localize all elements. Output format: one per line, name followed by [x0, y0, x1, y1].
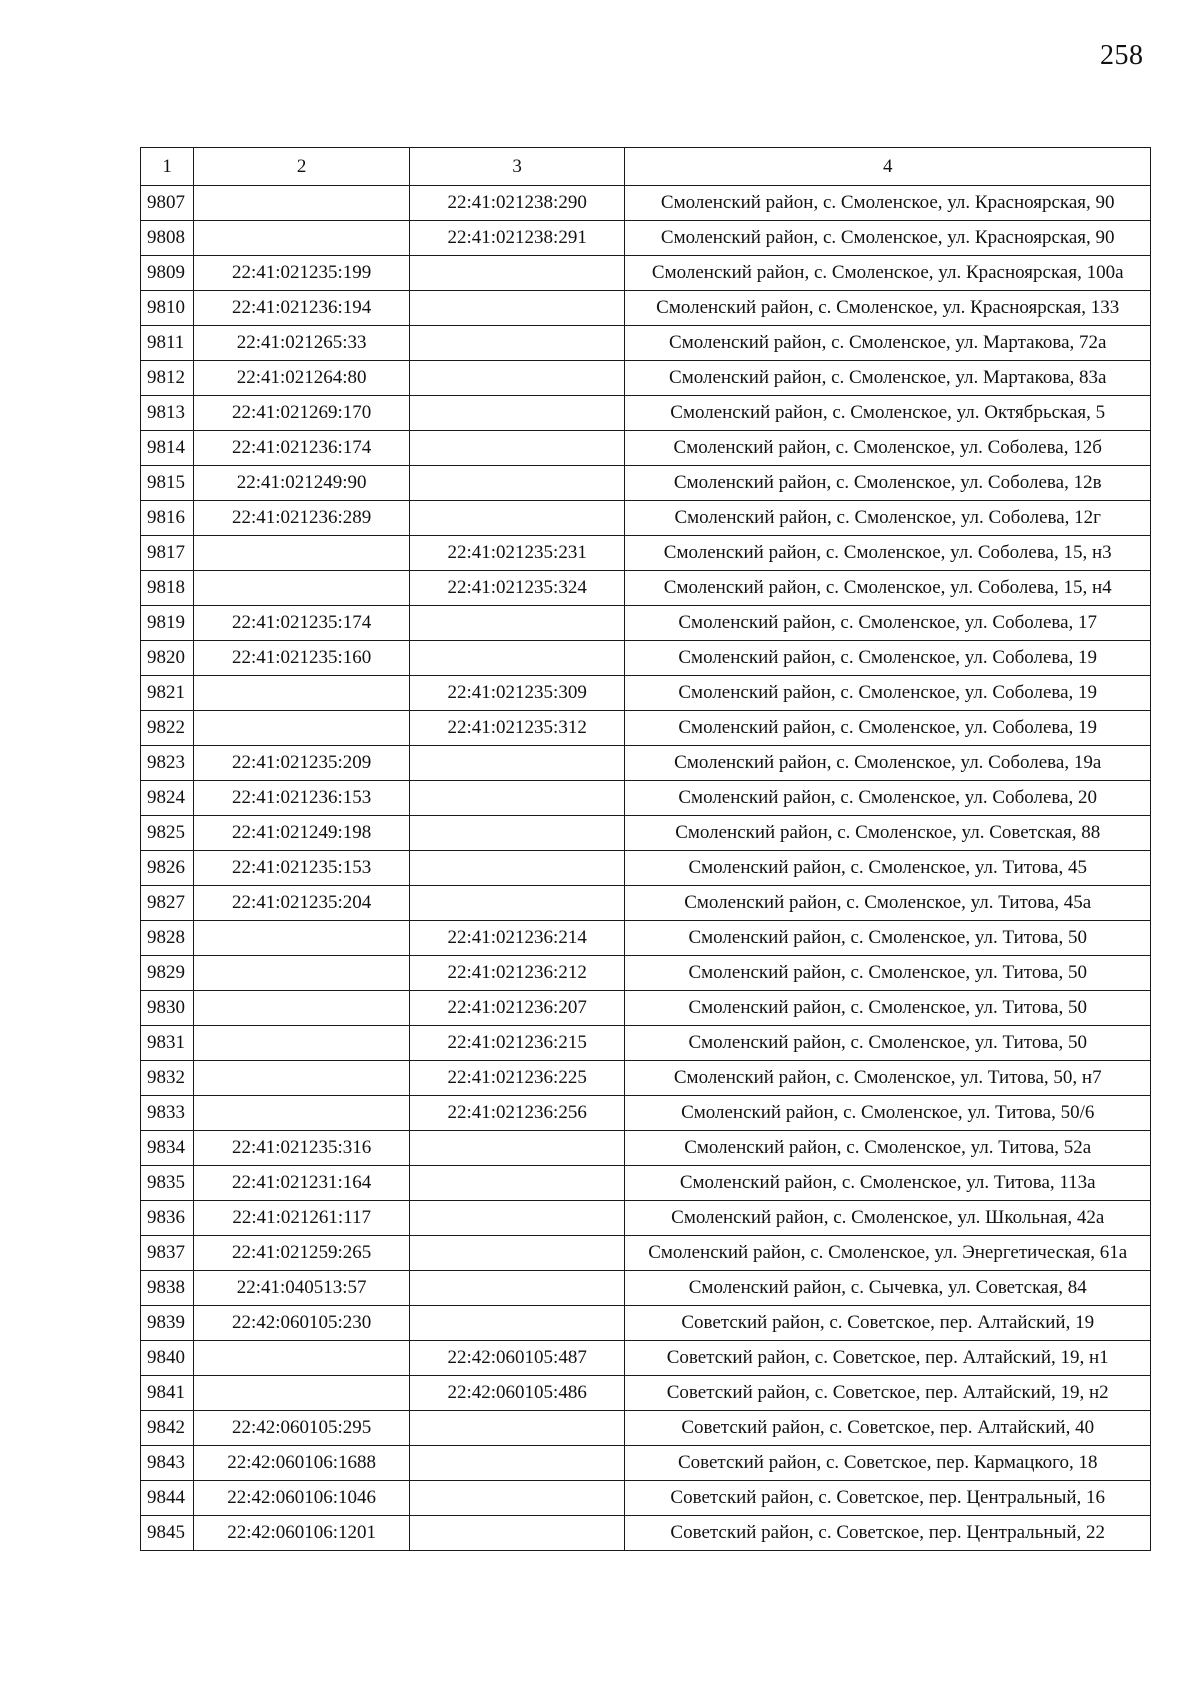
address-cell: Смоленский район, с. Смоленское, ул. Соболева, 19	[625, 641, 1151, 676]
cadastral-number-alt-cell: 22:41:021236:207	[409, 991, 625, 1026]
table-body	[141, 186, 1151, 1551]
cadastral-number-cell: 22:41:021235:174	[194, 606, 410, 641]
row-number-cell: 9812	[141, 361, 194, 396]
cadastral-number-cell: 22:41:021236:289	[194, 501, 410, 536]
table-row	[141, 501, 1151, 536]
cadastral-number-cell	[194, 571, 410, 606]
table-row	[141, 886, 1151, 921]
cadastral-number-alt-cell	[409, 396, 625, 431]
table-row	[141, 221, 1151, 256]
cadastral-number-cell: 22:41:021235:160	[194, 641, 410, 676]
row-number-cell: 9833	[141, 1096, 194, 1131]
table-row	[141, 1376, 1151, 1411]
header-col-2: 2	[194, 148, 410, 186]
table-row	[141, 536, 1151, 571]
row-number-cell: 9822	[141, 711, 194, 746]
row-number-cell: 9831	[141, 1026, 194, 1061]
table-row	[141, 361, 1151, 396]
address-cell: Смоленский район, с. Смоленское, ул. Советская, 88	[625, 816, 1151, 851]
address-cell: Смоленский район, с. Смоленское, ул. Титова, 113а	[625, 1166, 1151, 1201]
cadastral-number-alt-cell	[409, 1131, 625, 1166]
row-number-cell: 9826	[141, 851, 194, 886]
address-cell: Советский район, с. Советское, пер. Алтайский, 19, н1	[625, 1341, 1151, 1376]
cadastral-number-alt-cell	[409, 1201, 625, 1236]
address-cell: Смоленский район, с. Смоленское, ул. Соболева, 12г	[625, 501, 1151, 536]
address-cell: Смоленский район, с. Смоленское, ул. Титова, 50	[625, 921, 1151, 956]
table-row	[141, 851, 1151, 886]
address-cell: Смоленский район, с. Смоленское, ул. Соболева, 19	[625, 676, 1151, 711]
row-number-cell: 9843	[141, 1446, 194, 1481]
cadastral-number-cell: 22:41:040513:57	[194, 1271, 410, 1306]
row-number-cell: 9809	[141, 256, 194, 291]
address-cell: Советский район, с. Советское, пер. Алтайский, 40	[625, 1411, 1151, 1446]
cadastral-number-cell	[194, 536, 410, 571]
address-cell: Смоленский район, с. Смоленское, ул. Титова, 50/6	[625, 1096, 1151, 1131]
table-row	[141, 186, 1151, 221]
cadastral-number-alt-cell: 22:41:021238:291	[409, 221, 625, 256]
cadastral-number-alt-cell	[409, 1271, 625, 1306]
row-number-cell: 9840	[141, 1341, 194, 1376]
cadastral-number-alt-cell	[409, 1236, 625, 1271]
address-cell: Смоленский район, с. Смоленское, ул. Красноярская, 133	[625, 291, 1151, 326]
address-cell: Смоленский район, с. Смоленское, ул. Титова, 45	[625, 851, 1151, 886]
row-number-cell: 9835	[141, 1166, 194, 1201]
cadastral-number-cell	[194, 991, 410, 1026]
table-row	[141, 1516, 1151, 1551]
row-number-cell: 9821	[141, 676, 194, 711]
row-number-cell: 9842	[141, 1411, 194, 1446]
cadastral-number-alt-cell	[409, 326, 625, 361]
registry-table	[140, 147, 1151, 1551]
row-number-cell: 9836	[141, 1201, 194, 1236]
cadastral-number-cell: 22:41:021236:153	[194, 781, 410, 816]
address-cell: Смоленский район, с. Смоленское, ул. Титова, 52а	[625, 1131, 1151, 1166]
table-row	[141, 816, 1151, 851]
address-cell: Смоленский район, с. Смоленское, ул. Титова, 50	[625, 991, 1151, 1026]
row-number-cell: 9817	[141, 536, 194, 571]
cadastral-number-cell: 22:41:021235:316	[194, 1131, 410, 1166]
address-cell: Смоленский район, с. Смоленское, ул. Соболева, 12б	[625, 431, 1151, 466]
page-number: 258	[1100, 40, 1144, 71]
row-number-cell: 9830	[141, 991, 194, 1026]
cadastral-number-cell	[194, 221, 410, 256]
cadastral-number-cell: 22:42:060106:1688	[194, 1446, 410, 1481]
table-row	[141, 1131, 1151, 1166]
row-number-cell: 9820	[141, 641, 194, 676]
table-row	[141, 781, 1151, 816]
table-row	[141, 1026, 1151, 1061]
table-row	[141, 1481, 1151, 1516]
cadastral-number-alt-cell	[409, 466, 625, 501]
table-row	[141, 676, 1151, 711]
cadastral-number-cell	[194, 1096, 410, 1131]
table-row	[141, 571, 1151, 606]
cadastral-number-alt-cell: 22:41:021236:225	[409, 1061, 625, 1096]
cadastral-number-cell: 22:41:021249:198	[194, 816, 410, 851]
row-number-cell: 9838	[141, 1271, 194, 1306]
address-cell: Советский район, с. Советское, пер. Алтайский, 19, н2	[625, 1376, 1151, 1411]
cadastral-number-cell: 22:41:021259:265	[194, 1236, 410, 1271]
cadastral-number-alt-cell: 22:42:060105:486	[409, 1376, 625, 1411]
row-number-cell: 9811	[141, 326, 194, 361]
cadastral-number-alt-cell: 22:41:021238:290	[409, 186, 625, 221]
table-row	[141, 1096, 1151, 1131]
cadastral-number-cell	[194, 1341, 410, 1376]
cadastral-number-cell	[194, 1376, 410, 1411]
row-number-cell: 9815	[141, 466, 194, 501]
table-row	[141, 1061, 1151, 1096]
cadastral-number-cell: 22:41:021235:199	[194, 256, 410, 291]
address-cell: Смоленский район, с. Смоленское, ул. Титова, 50, н7	[625, 1061, 1151, 1096]
address-cell: Смоленский район, с. Смоленское, ул. Мартакова, 83а	[625, 361, 1151, 396]
address-cell: Смоленский район, с. Смоленское, ул. Соболева, 19	[625, 711, 1151, 746]
cadastral-number-cell: 22:41:021249:90	[194, 466, 410, 501]
table-row	[141, 1271, 1151, 1306]
row-number-cell: 9813	[141, 396, 194, 431]
cadastral-number-alt-cell: 22:41:021235:231	[409, 536, 625, 571]
cadastral-number-cell: 22:42:060106:1201	[194, 1516, 410, 1551]
cadastral-number-cell: 22:41:021265:33	[194, 326, 410, 361]
row-number-cell: 9816	[141, 501, 194, 536]
cadastral-number-alt-cell: 22:41:021235:324	[409, 571, 625, 606]
row-number-cell: 9832	[141, 1061, 194, 1096]
address-cell: Смоленский район, с. Смоленское, ул. Титова, 50	[625, 1026, 1151, 1061]
cadastral-number-alt-cell	[409, 606, 625, 641]
address-cell: Советский район, с. Советское, пер. Алтайский, 19	[625, 1306, 1151, 1341]
table-row	[141, 606, 1151, 641]
row-number-cell: 9814	[141, 431, 194, 466]
table-row	[141, 326, 1151, 361]
header-col-1: 1	[141, 148, 194, 186]
cadastral-number-cell: 22:41:021231:164	[194, 1166, 410, 1201]
address-cell: Смоленский район, с. Смоленское, ул. Красноярская, 90	[625, 221, 1151, 256]
cadastral-number-alt-cell	[409, 501, 625, 536]
cadastral-number-cell: 22:41:021235:153	[194, 851, 410, 886]
table-row	[141, 711, 1151, 746]
cadastral-number-alt-cell	[409, 256, 625, 291]
row-number-cell: 9841	[141, 1376, 194, 1411]
cadastral-number-cell: 22:41:021236:174	[194, 431, 410, 466]
cadastral-number-cell	[194, 1061, 410, 1096]
cadastral-number-cell	[194, 676, 410, 711]
address-cell: Смоленский район, с. Смоленское, ул. Мартакова, 72а	[625, 326, 1151, 361]
cadastral-number-alt-cell	[409, 886, 625, 921]
cadastral-number-cell: 22:41:021264:80	[194, 361, 410, 396]
table-row	[141, 641, 1151, 676]
cadastral-number-alt-cell	[409, 1411, 625, 1446]
address-cell: Смоленский район, с. Сычевка, ул. Советская, 84	[625, 1271, 1151, 1306]
address-cell: Смоленский район, с. Смоленское, ул. Красноярская, 100а	[625, 256, 1151, 291]
cadastral-number-alt-cell: 22:41:021236:215	[409, 1026, 625, 1061]
cadastral-number-alt-cell	[409, 1446, 625, 1481]
row-number-cell: 9819	[141, 606, 194, 641]
table-row	[141, 746, 1151, 781]
table-row	[141, 1236, 1151, 1271]
cadastral-number-alt-cell: 22:41:021236:214	[409, 921, 625, 956]
address-cell: Смоленский район, с. Смоленское, ул. Соболева, 20	[625, 781, 1151, 816]
cadastral-number-cell	[194, 186, 410, 221]
cadastral-number-cell	[194, 1026, 410, 1061]
table-row	[141, 991, 1151, 1026]
cadastral-number-alt-cell	[409, 291, 625, 326]
cadastral-number-alt-cell	[409, 361, 625, 396]
cadastral-number-alt-cell: 22:41:021235:309	[409, 676, 625, 711]
row-number-cell: 9807	[141, 186, 194, 221]
address-cell: Смоленский район, с. Смоленское, ул. Титова, 50	[625, 956, 1151, 991]
address-cell: Смоленский район, с. Смоленское, ул. Соболева, 17	[625, 606, 1151, 641]
table-row	[141, 431, 1151, 466]
address-cell: Смоленский район, с. Смоленское, ул. Соболева, 15, н3	[625, 536, 1151, 571]
table-row	[141, 466, 1151, 501]
row-number-cell: 9845	[141, 1516, 194, 1551]
cadastral-number-alt-cell	[409, 851, 625, 886]
table-row	[141, 1201, 1151, 1236]
cadastral-number-alt-cell: 22:42:060105:487	[409, 1341, 625, 1376]
row-number-cell: 9839	[141, 1306, 194, 1341]
table-header	[141, 148, 1151, 186]
address-cell: Советский район, с. Советское, пер. Центральный, 22	[625, 1516, 1151, 1551]
table-row	[141, 956, 1151, 991]
cadastral-number-cell: 22:41:021235:209	[194, 746, 410, 781]
cadastral-number-cell: 22:42:060105:295	[194, 1411, 410, 1446]
address-cell: Советский район, с. Советское, пер. Центральный, 16	[625, 1481, 1151, 1516]
header-row	[141, 148, 1151, 186]
row-number-cell: 9827	[141, 886, 194, 921]
cadastral-number-cell: 22:42:060106:1046	[194, 1481, 410, 1516]
cadastral-number-cell	[194, 956, 410, 991]
table-row	[141, 256, 1151, 291]
cadastral-number-alt-cell: 22:41:021235:312	[409, 711, 625, 746]
table-row	[141, 1166, 1151, 1201]
cadastral-number-cell: 22:41:021236:194	[194, 291, 410, 326]
address-cell: Смоленский район, с. Смоленское, ул. Октябрьская, 5	[625, 396, 1151, 431]
cadastral-number-alt-cell	[409, 1166, 625, 1201]
row-number-cell: 9823	[141, 746, 194, 781]
row-number-cell: 9824	[141, 781, 194, 816]
address-cell: Смоленский район, с. Смоленское, ул. Соболева, 19а	[625, 746, 1151, 781]
table-row	[141, 921, 1151, 956]
cadastral-number-alt-cell	[409, 1516, 625, 1551]
cadastral-number-cell: 22:42:060105:230	[194, 1306, 410, 1341]
cadastral-number-alt-cell	[409, 746, 625, 781]
row-number-cell: 9810	[141, 291, 194, 326]
cadastral-number-cell	[194, 711, 410, 746]
row-number-cell: 9834	[141, 1131, 194, 1166]
table-row	[141, 1411, 1151, 1446]
row-number-cell: 9808	[141, 221, 194, 256]
header-col-3: 3	[409, 148, 625, 186]
table-row	[141, 291, 1151, 326]
row-number-cell: 9837	[141, 1236, 194, 1271]
table-row	[141, 1341, 1151, 1376]
cadastral-number-cell: 22:41:021235:204	[194, 886, 410, 921]
address-cell: Смоленский район, с. Смоленское, ул. Энергетическая, 61а	[625, 1236, 1151, 1271]
cadastral-number-alt-cell: 22:41:021236:212	[409, 956, 625, 991]
row-number-cell: 9818	[141, 571, 194, 606]
row-number-cell: 9829	[141, 956, 194, 991]
cadastral-number-alt-cell	[409, 816, 625, 851]
cadastral-number-alt-cell: 22:41:021236:256	[409, 1096, 625, 1131]
cadastral-number-cell: 22:41:021269:170	[194, 396, 410, 431]
cadastral-number-alt-cell	[409, 431, 625, 466]
address-cell: Советский район, с. Советское, пер. Кармацкого, 18	[625, 1446, 1151, 1481]
cadastral-number-alt-cell	[409, 1306, 625, 1341]
table-row	[141, 1446, 1151, 1481]
address-cell: Смоленский район, с. Смоленское, ул. Соболева, 12в	[625, 466, 1151, 501]
cadastral-number-alt-cell	[409, 1481, 625, 1516]
cadastral-number-cell: 22:41:021261:117	[194, 1201, 410, 1236]
row-number-cell: 9825	[141, 816, 194, 851]
row-number-cell: 9828	[141, 921, 194, 956]
address-cell: Смоленский район, с. Смоленское, ул. Титова, 45а	[625, 886, 1151, 921]
address-cell: Смоленский район, с. Смоленское, ул. Школьная, 42а	[625, 1201, 1151, 1236]
cadastral-number-cell	[194, 921, 410, 956]
cadastral-number-alt-cell	[409, 641, 625, 676]
table-row	[141, 396, 1151, 431]
cadastral-number-alt-cell	[409, 781, 625, 816]
address-cell: Смоленский район, с. Смоленское, ул. Красноярская, 90	[625, 186, 1151, 221]
address-cell: Смоленский район, с. Смоленское, ул. Соболева, 15, н4	[625, 571, 1151, 606]
header-col-4: 4	[625, 148, 1151, 186]
table-row	[141, 1306, 1151, 1341]
row-number-cell: 9844	[141, 1481, 194, 1516]
